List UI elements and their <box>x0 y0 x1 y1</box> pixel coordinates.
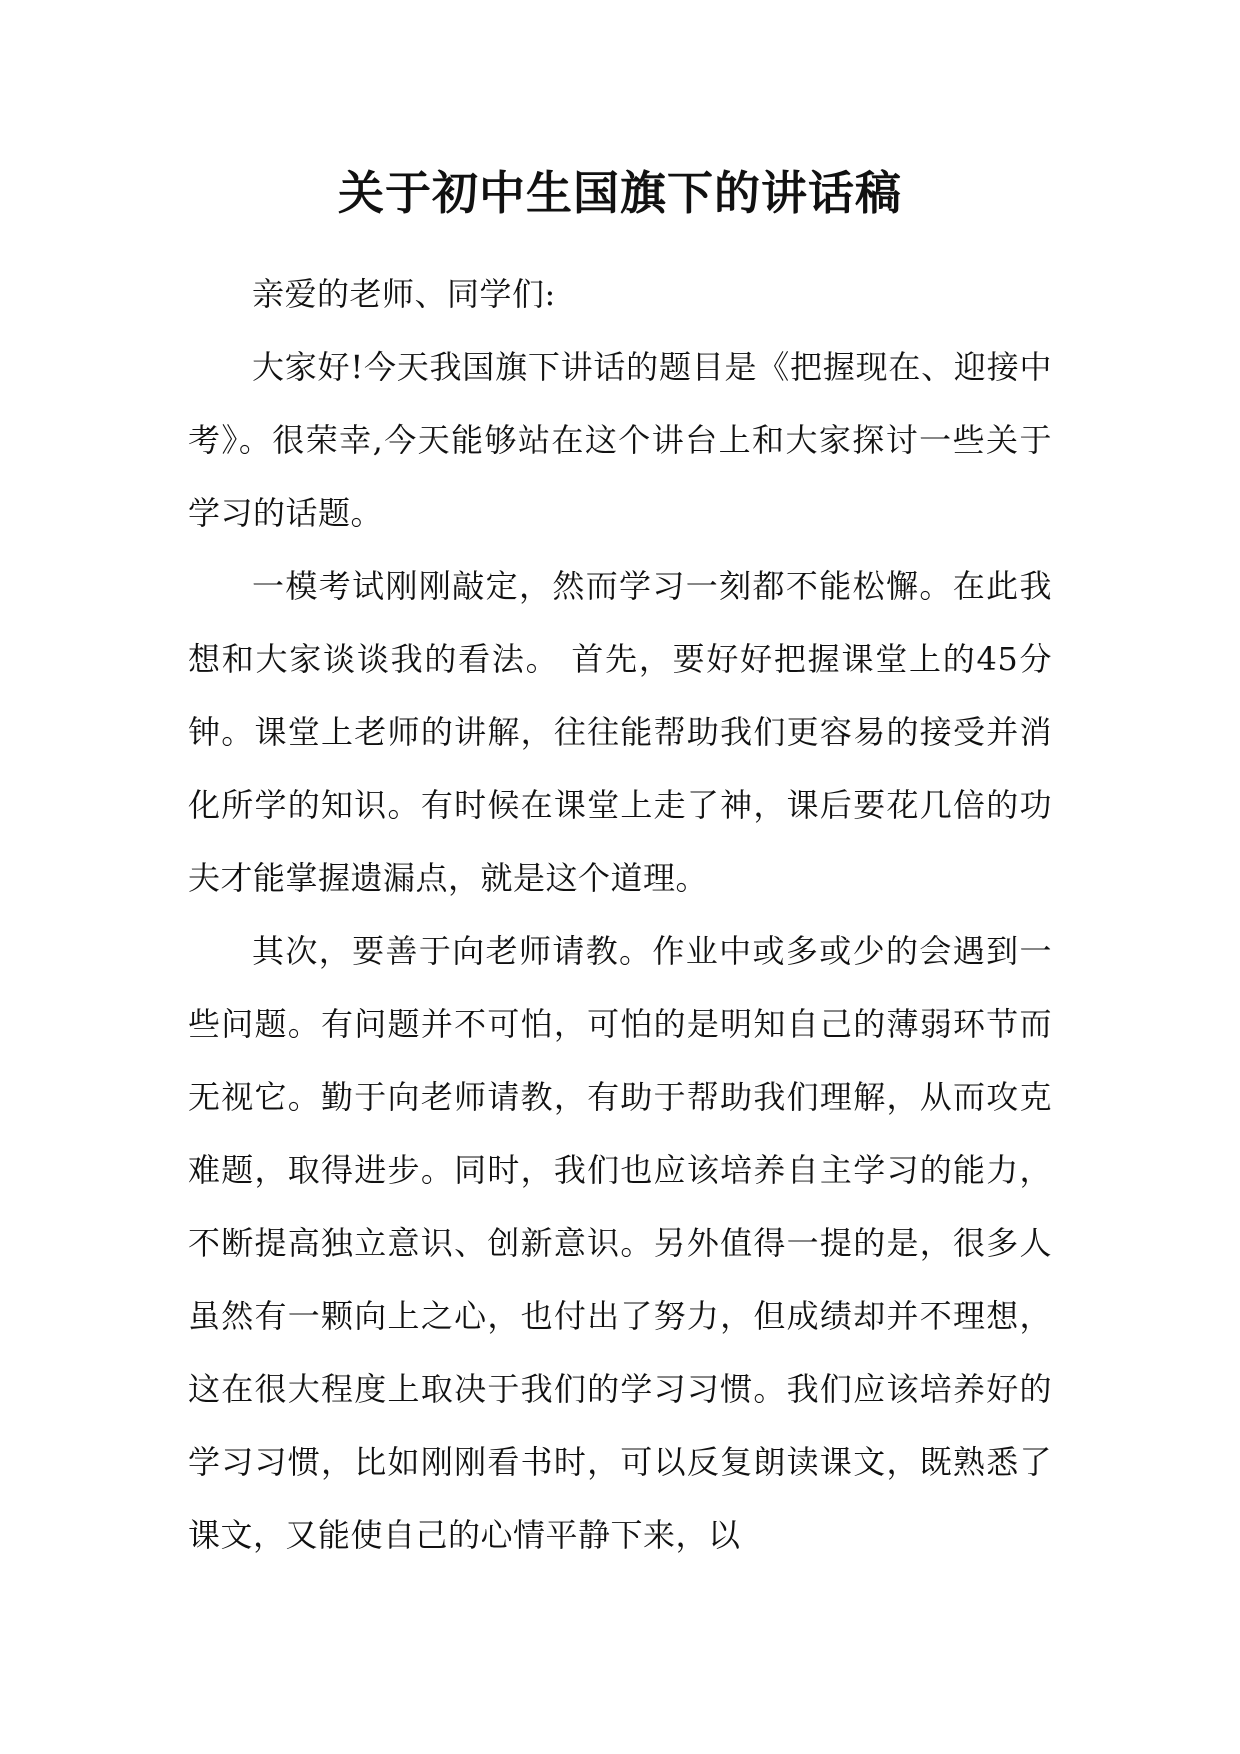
paragraph-intro: 大家好!今天我国旗下讲话的题目是《把握现在、迎接中考》。很荣幸,今天能够站在这个讲台上和大家探讨一些关于学习的话题。 <box>188 348 1052 532</box>
paragraph-first-point: 一模考试刚刚敲定，然而学习一刻都不能松懈。在此我想和大家谈谈我的看法。 首先，要好好把握课堂上的45分钟。课堂上老师的讲解，往往能帮助我们更容易的接受并消化所学的知识。有时候在课堂上走了神，课后要花几倍的功夫才能掌握遗漏点，就是这个道理。 <box>188 567 1052 897</box>
paragraph-greeting: 亲爱的老师、同学们: <box>252 275 556 313</box>
document-title: 关于初中生国旗下的讲话稿 <box>338 166 902 220</box>
document-body <box>188 258 1052 1572</box>
paragraph-second-point: 其次，要善于向老师请教。作业中或多或少的会遇到一些问题。有问题并不可怕，可怕的是明知自己的薄弱环节而无视它。勤于向老师请教，有助于帮助我们理解，从而攻克难题，取得进步。同时，我们也应该培养自主学习的能力，不断提高独立意识、创新意识。另外值得一提的是，很多人虽然有一颗向上之心，也付出了努力，但成绩却并不理想，这在很大程度上取决于我们的学习习惯。我们应该培养好的学习习惯，比如刚刚看书时，可以反复朗读课文，既熟悉了课文，又能使自己的心情平静下来，以 <box>188 932 1052 1554</box>
